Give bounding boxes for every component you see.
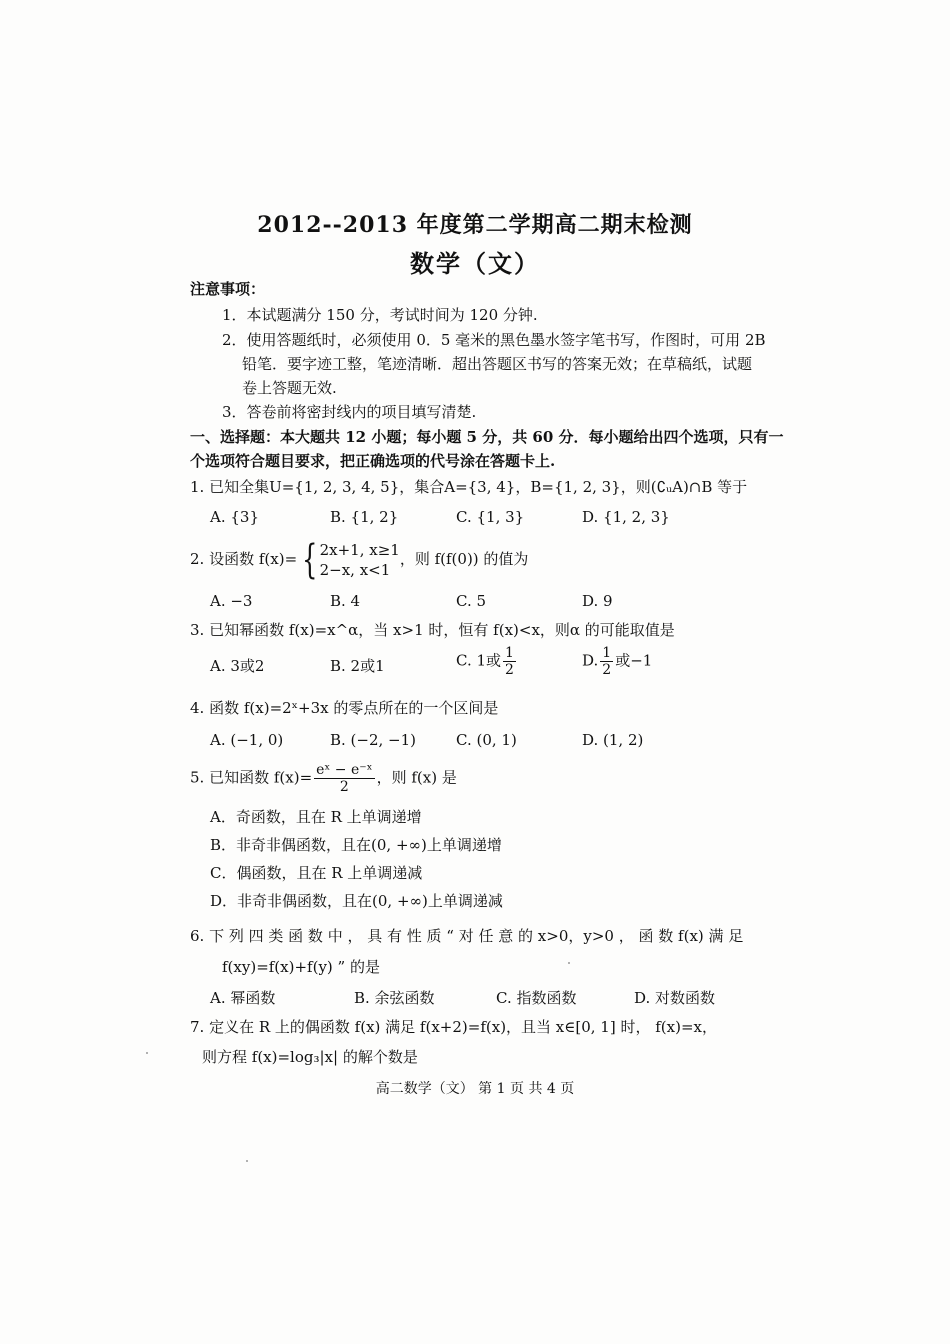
fraction-numerator: eˣ − e⁻ˣ [316, 762, 373, 778]
left-brace-glyph: { [302, 537, 318, 583]
question-3-option-c-prefix: C. 1或 [456, 651, 502, 670]
page-footer: 高二数学（文） 第 1 页 共 4 页 [375, 1081, 575, 1097]
question-4-option-c: C. (0, 1) [456, 731, 517, 749]
fraction-denominator: 2 [505, 662, 514, 678]
exam-subject: 数学（文） [410, 249, 540, 278]
question-6-option-b: B. 余弦函数 [354, 989, 435, 1007]
question-4-option-b: B. (−2, −1) [330, 731, 417, 749]
question-7-stem-line-2: 则方程 f(x)=log₃|x| 的解个数是 [202, 1048, 418, 1066]
question-3-stem: 3. 已知幂函数 f(x)=x^α，当 x>1 时，恒有 f(x)<x，则α 的可能取值是 [190, 621, 675, 639]
question-4-stem: 4. 函数 f(x)=2ˣ+3x 的零点所在的一个区间是 [190, 699, 499, 717]
scan-speck [146, 1052, 148, 1054]
question-3-option-a: A. 3或2 [210, 657, 265, 675]
question-4-option-d: D. (1, 2) [582, 731, 644, 749]
question-6-stem-line-1: 6. 下 列 四 类 函 数 中 ， 具 有 性 质 “ 对 任 意 的 x>0，y>0 ， 函 数 f(x) 满 足 [190, 927, 744, 945]
question-5-option-b: B．非奇非偶函数，且在(0, +∞)上单调递增 [210, 836, 502, 854]
question-3-option-c [456, 645, 518, 678]
notice-item-3: 3．答卷前将密封线内的项目填写清楚. [222, 403, 477, 421]
piecewise-case-1: 2x+1, x≥1 [319, 541, 400, 559]
question-1-option-c: C. {1, 3} [456, 508, 525, 526]
piecewise-case-2: 2−x, x<1 [319, 561, 391, 579]
exam-title: 2012--2013 年度第二学期高二期末检测 [257, 212, 693, 238]
scan-speck [568, 962, 570, 964]
question-3-option-d-prefix: D. [582, 651, 599, 670]
question-5-stem [190, 762, 457, 795]
question-6-option-c: C. 指数函数 [496, 989, 577, 1007]
fraction [600, 645, 613, 678]
question-2-stem-suffix: ，则 f(f(0)) 的值为 [399, 550, 529, 568]
question-2-option-b: B. 4 [330, 592, 361, 610]
fraction-numerator: 1 [602, 645, 612, 661]
notice-heading: 注意事项： [190, 280, 266, 298]
question-5-option-a: A．奇函数，且在 R 上单调递增 [210, 808, 422, 826]
question-2-stem [190, 537, 529, 583]
question-5-option-c: C．偶函数，且在 R 上单调递减 [210, 864, 423, 882]
question-3-option-b: B. 2或1 [330, 657, 385, 675]
question-6-option-d: D. 对数函数 [634, 989, 716, 1007]
scan-speck [246, 1160, 248, 1162]
fraction-numerator: 1 [505, 645, 514, 661]
section-1-line-1: 一、选择题：本大题共 12 小题；每小题 5 分，共 60 分．每小题给出四个选项，只有一 [190, 428, 784, 446]
question-7-stem-line-1: 7. 定义在 R 上的偶函数 f(x) 满足 f(x+2)=f(x)，且当 x∈[0, 1] 时， f(x)=x， [190, 1018, 717, 1036]
question-2-stem-prefix: 2. 设函数 f(x)= [190, 550, 298, 568]
question-1-option-a: A. {3} [210, 508, 259, 526]
question-6-stem-line-2: f(xy)=f(x)+f(y) ” 的是 [222, 958, 380, 976]
notice-item-2-line-3: 卷上答题无效. [242, 379, 337, 397]
question-3-option-d [582, 645, 652, 678]
fraction [314, 762, 374, 795]
question-1-option-d: D. {1, 2, 3} [582, 508, 670, 526]
fraction-denominator: 2 [339, 779, 349, 795]
notice-item-2-line-1: 2．使用答题纸时，必须使用 0．5 毫米的黑色墨水签字笔书写，作图时，可用 2B [222, 331, 766, 349]
question-2-option-a: A. −3 [210, 592, 253, 610]
question-1-option-b: B. {1, 2} [330, 508, 399, 526]
question-3-option-d-suffix: 或−1 [615, 651, 653, 670]
notice-item-2-line-2: 铅笔．要字迹工整，笔迹清晰．超出答题区书写的答案无效；在草稿纸，试题 [242, 355, 753, 373]
fraction [503, 645, 516, 678]
question-2-option-d: D. 9 [582, 592, 613, 610]
notice-item-1: 1．本试题满分 150 分，考试时间为 120 分钟. [222, 306, 538, 324]
question-5-stem-suffix: ，则 f(x) 是 [376, 768, 457, 787]
question-2-option-c: C. 5 [456, 592, 487, 610]
question-5-option-d: D．非奇非偶函数，且在(0, +∞)上单调递减 [210, 892, 503, 910]
question-1-stem: 1. 已知全集U={1, 2, 3, 4, 5}，集合A={3, 4}，B={1, 2, 3}，则(∁ᵤA)∩B 等于 [190, 478, 748, 496]
piecewise-cases [320, 540, 400, 580]
question-6-option-a: A. 幂函数 [210, 989, 276, 1007]
section-1-line-2: 个选项符合题目要求，把正确选项的代号涂在答题卡上. [190, 452, 556, 470]
question-4-option-a: A. (−1, 0) [210, 731, 284, 749]
question-5-stem-prefix: 5. 已知函数 f(x)= [190, 768, 313, 787]
fraction-denominator: 2 [602, 662, 612, 678]
